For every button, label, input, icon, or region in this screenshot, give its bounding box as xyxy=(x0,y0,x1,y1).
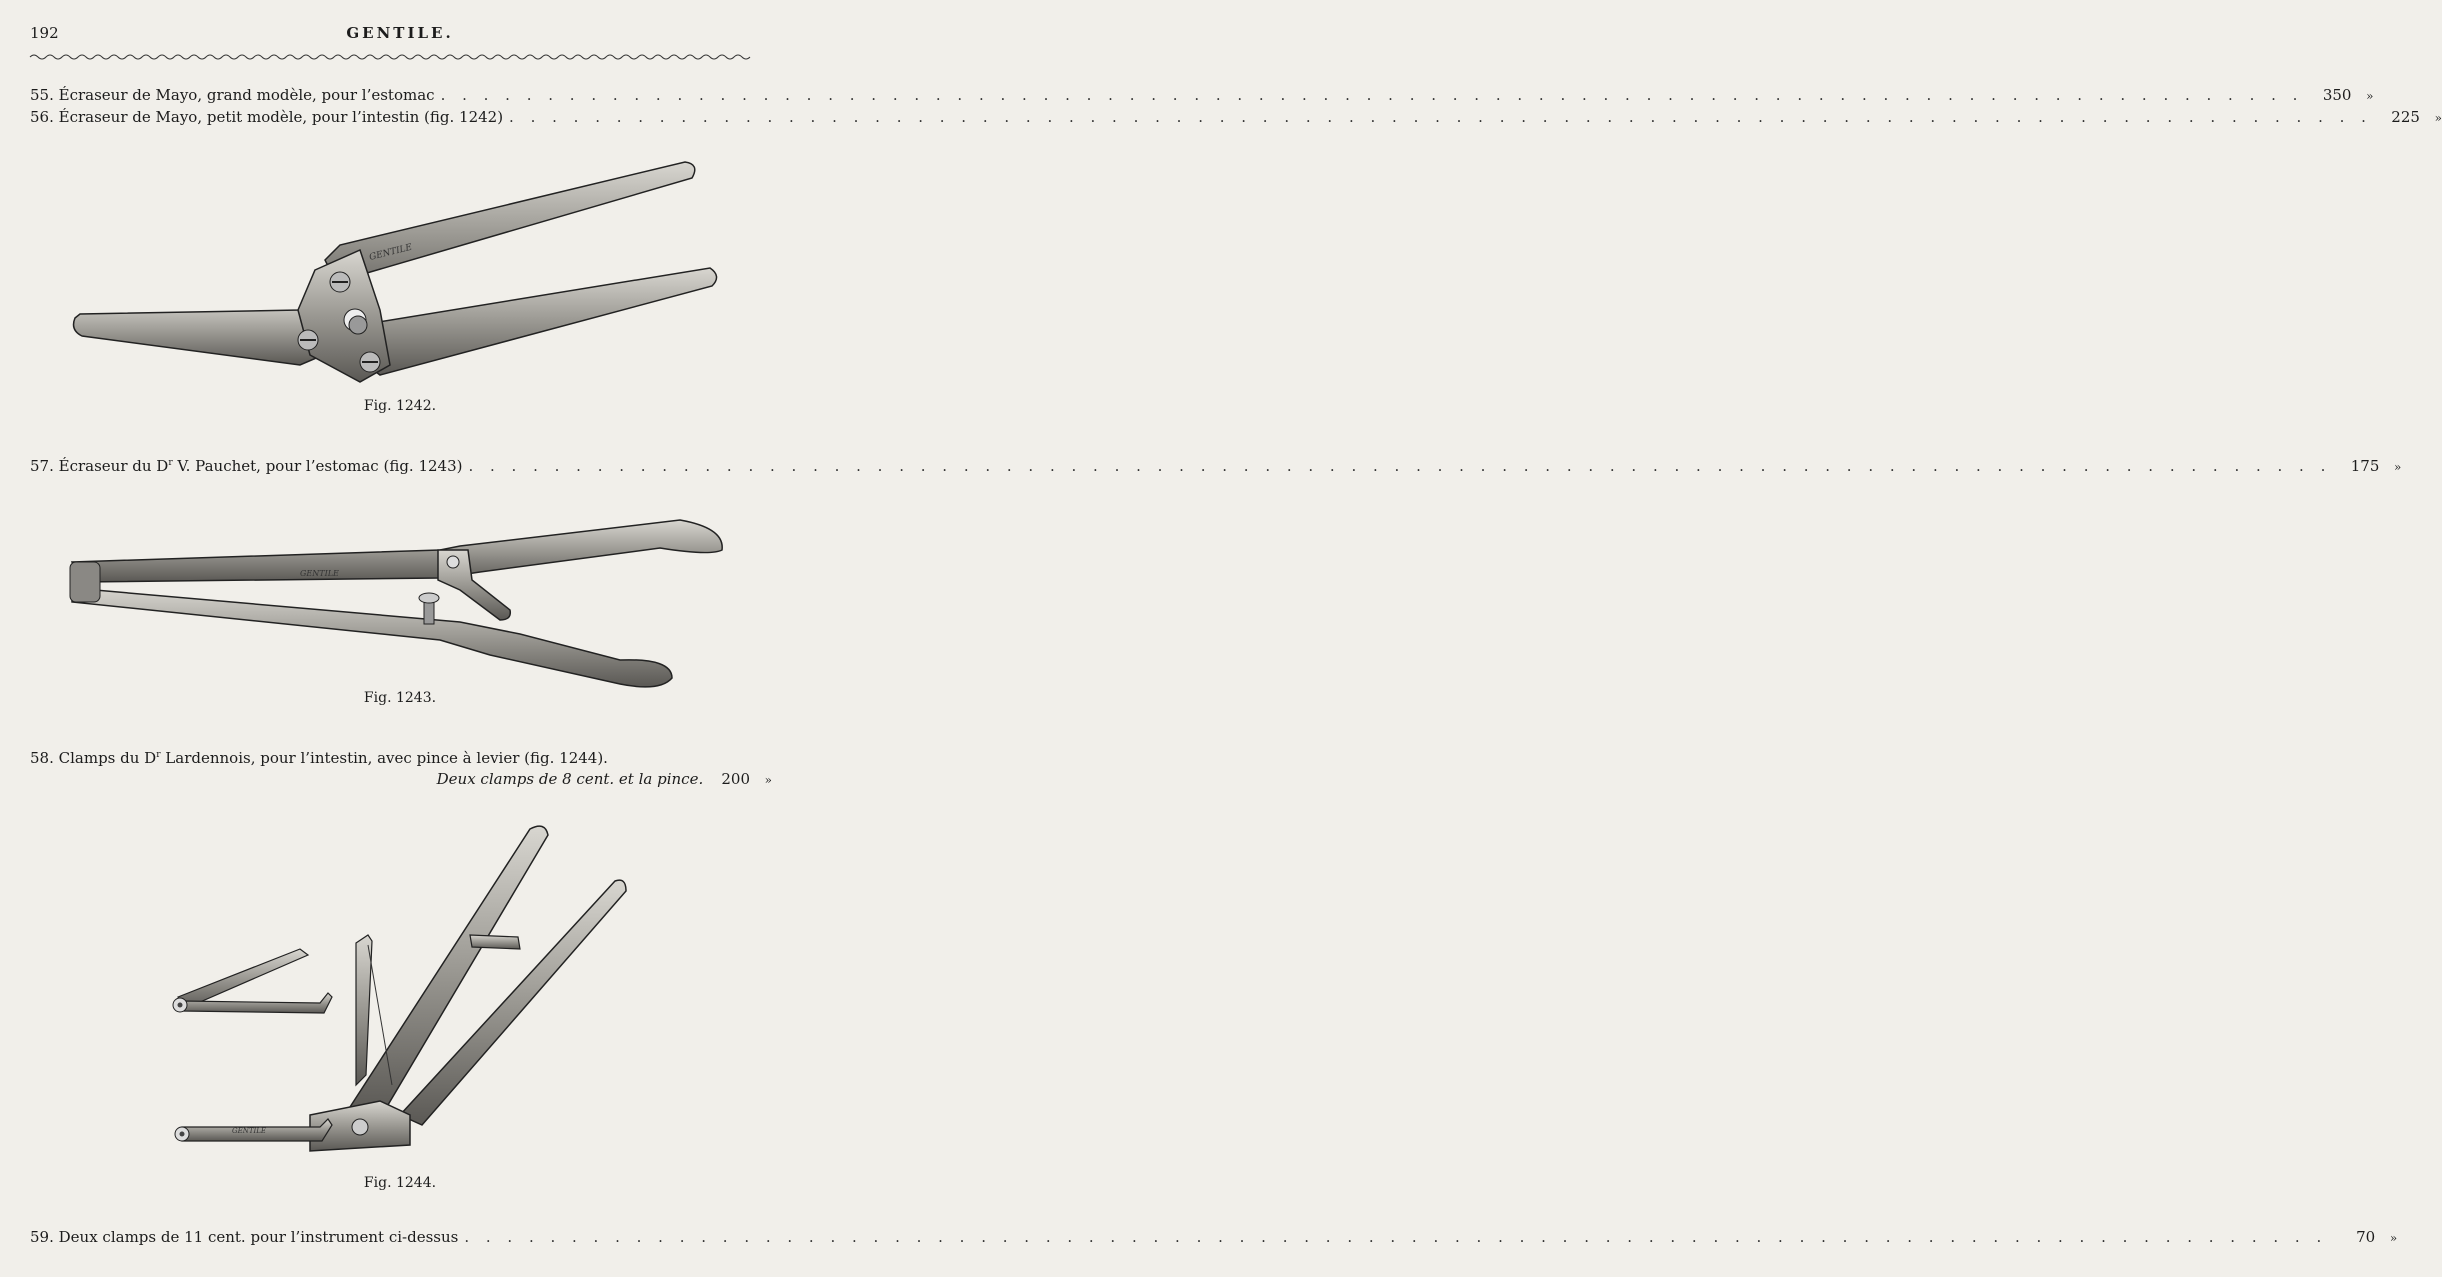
figure-1244-lardennois-clamps xyxy=(160,815,640,1165)
entry-price: 225 xyxy=(2391,108,2420,126)
figure-1243-pauchet-crusher xyxy=(60,510,740,700)
entry-description: Écraseur de Mayo, grand modèle, pour l’estomac xyxy=(58,86,435,104)
entry-number: 59. xyxy=(30,1228,54,1246)
separate-clamp xyxy=(173,949,332,1013)
price-mark: » xyxy=(2434,111,2442,125)
header-rule xyxy=(30,52,770,62)
entry-price: 70 xyxy=(2356,1228,2376,1246)
catalog-entry-56 xyxy=(30,106,2442,128)
fig1244-engraving: GENTILE xyxy=(232,1127,267,1135)
entry-number: 55. xyxy=(30,86,54,104)
figure-caption-1243: Fig. 1243. xyxy=(363,690,437,706)
superscript: r xyxy=(156,750,161,760)
leader-dots: . . . . . . . . . . . . . . . . . . . . . . . . . . . . . . . . . . . . . . . . . . . . . . . . . . . . . . . . . . . . . . . . . . . . . . . . . . . . . . . . . . . . . . . xyxy=(440,86,2304,104)
price-mark: » xyxy=(764,773,772,787)
entry-description: Écraseur de Mayo, petit modèle, pour l’intestin (fig. 1242) xyxy=(58,108,504,126)
leader-dots: . . . . . . . . . . . . . . . . . . . . . . . . . . . . . . . . . . . . . . . . . . . . . . . . . . . . . . . . . . . . . . . . . . . . . . . . . . . . . . . . . . . . . . . xyxy=(509,108,2372,126)
entry-description-start: Écraseur du D xyxy=(58,457,169,475)
entry-price: 200 xyxy=(721,770,750,788)
page-title: GENTILE. xyxy=(346,24,454,42)
entry-price: 175 xyxy=(2350,457,2380,475)
entry-number: 58. xyxy=(30,749,54,767)
price-mark: » xyxy=(2394,460,2402,474)
entry-description-start: Clamps du D xyxy=(58,749,157,767)
entry-description: Deux clamps de 11 cent. pour l’instrument ci-dessus xyxy=(58,1228,459,1246)
superscript: r xyxy=(168,458,173,468)
fig1243-engraving: GENTILE xyxy=(300,569,339,578)
figure-1242-mayo-crusher xyxy=(60,150,740,400)
entry-description-end: Lardennois, pour l’intestin, avec pince à levier (fig. 1244). xyxy=(160,749,608,767)
catalog-entry-58-subline xyxy=(30,768,772,790)
figure-caption-1242: Fig. 1242. xyxy=(363,398,437,414)
catalog-entry-58 xyxy=(30,744,772,766)
entry-subline-text: Deux clamps de 8 cent. et la pince. xyxy=(436,770,704,788)
figure-caption-1244: Fig. 1244. xyxy=(363,1175,437,1191)
price-mark: » xyxy=(2366,89,2374,103)
leader-dots: . . . . . . . . . . . . . . . . . . . . . . . . . . . . . . . . . . . . . . . . . . . . . . . . . . . . . . . . . . . . . . . . . . . . . . . . . . . . . . . . . . . . . . . xyxy=(468,457,2332,475)
fig1242-engraving: GENTILE xyxy=(368,242,414,263)
page-number: 192 xyxy=(30,24,59,42)
catalog-entry-57 xyxy=(30,452,2402,475)
price-mark: » xyxy=(2389,1231,2398,1245)
entry-number: 57. xyxy=(30,457,54,475)
catalog-entry-59 xyxy=(30,1226,2398,1248)
catalog-entry-55 xyxy=(30,84,2374,106)
entry-price: 350 xyxy=(2322,86,2352,104)
entry-description-end: V. Pauchet, pour l’estomac (fig. 1243) xyxy=(172,457,463,475)
entry-number: 56. xyxy=(30,108,54,126)
leader-dots: . . . . . . . . . . . . . . . . . . . . . . . . . . . . . . . . . . . . . . . . . . . . . . . . . . . . . . . . . . . . . . . . . . . . . . . . . . . . . . . . . . . . . . . xyxy=(464,1228,2328,1246)
